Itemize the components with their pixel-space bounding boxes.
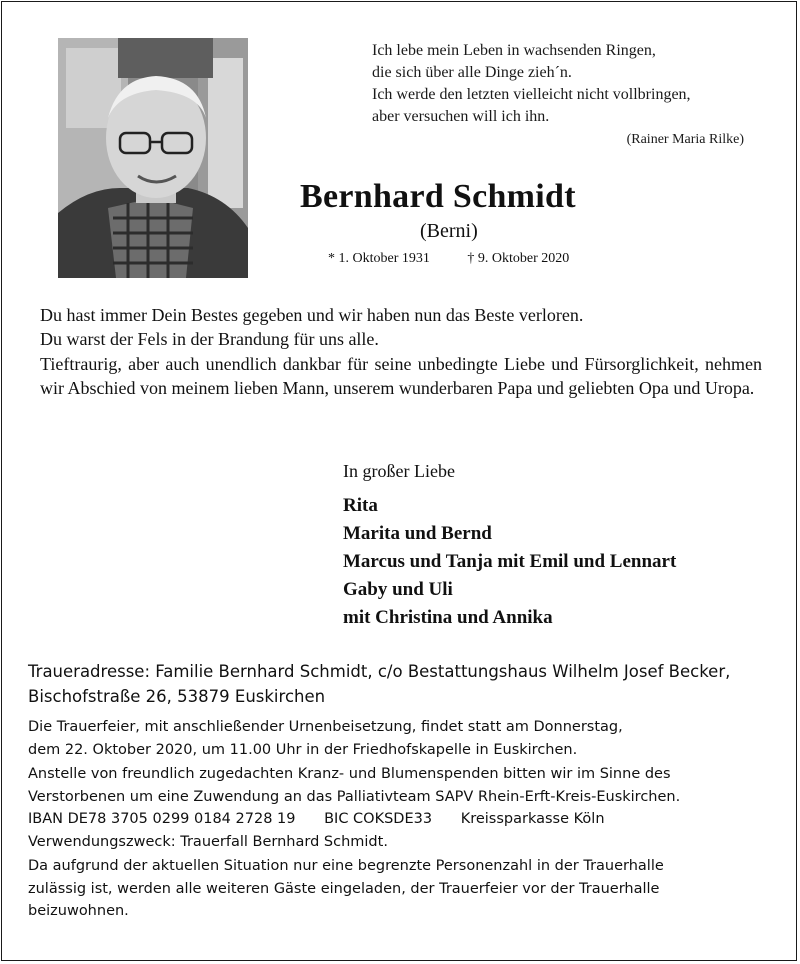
donation-line: Anstelle von freundlich zugedachten Kranz- und Blumenspenden bitten wir im Sinne des [28, 766, 671, 782]
family-member: Marcus und Tanja mit Emil und Lennart [343, 551, 677, 572]
ceremony-line: dem 22. Oktober 2020, um 11.00 Uhr in der Friedhofskapelle in Euskirchen. [28, 741, 578, 758]
death-date: † 9. Oktober 2020 [467, 251, 570, 266]
address-line: Traueradresse: Familie Bernhard Schmidt, c/o Bestattungshaus Wilhelm Josef Becker, [28, 662, 731, 681]
poem-line: Ich lebe mein Leben in wachsenden Ringen, [372, 42, 656, 59]
payment-purpose: Verwendungszweck: Trauerfall Bernhard Schmidt. [28, 833, 388, 850]
family-member: Marita und Bernd [343, 523, 492, 544]
birth-date: * 1. Oktober 1931 [328, 251, 430, 266]
family-member: mit Christina und Annika [343, 607, 553, 628]
message-intro [40, 303, 762, 351]
message-line: Du warst der Fels in der Brandung für uns alle. [40, 329, 379, 349]
bank-details [28, 808, 788, 831]
family-list [343, 492, 676, 632]
poem-line: die sich über alle Dinge zieh´n. [372, 64, 572, 81]
ceremony-info [28, 716, 788, 761]
deceased-nickname: (Berni) [420, 220, 478, 242]
attendance-notice [28, 855, 788, 923]
ceremony-line: Die Trauerfeier, mit anschließender Urnenbeisetzung, findet statt am Donnerstag, [28, 719, 623, 735]
family-member: Rita [343, 495, 378, 516]
notice-line: Da aufgrund der aktuellen Situation nur eine begrenzte Personenzahl in der Trauerhalle [28, 858, 664, 874]
mourning-address [28, 659, 788, 709]
poem-line: Ich werde den letzten vielleicht nicht vollbringen, [372, 86, 691, 103]
portrait-image [58, 38, 248, 278]
bic: BIC COKSDE33 [324, 811, 433, 827]
donation-line: Verstorbenen um eine Zuwendung an das Palliativteam SAPV Rhein-Erft-Kreis-Euskirchen. [28, 788, 681, 805]
poem-line: aber versuchen will ich ihn. [372, 108, 550, 125]
signoff: In großer Liebe [343, 461, 455, 481]
poem-author: (Rainer Maria Rilke) [626, 132, 744, 147]
notice-line: zulässig ist, werden alle weiteren Gäste eingeladen, der Trauerfeier vor der Trauerhalle [28, 880, 660, 897]
message-paragraph: Tieftraurig, aber auch unendlich dankbar für seine unbedingte Liebe und Fürsorglichkeit, nehmen wir Abschied von meinem lieben Mann, unserem wunderbaren Papa und geliebten Opa und Uropa. [40, 354, 762, 398]
funeral-details [28, 716, 788, 925]
deceased-name: Bernhard Schmidt [300, 178, 576, 215]
life-dates [328, 251, 603, 267]
donation-info [28, 763, 788, 853]
bank-name: Kreissparkasse Köln [460, 811, 605, 827]
address-line: Bischofstraße 26, 53879 Euskirchen [28, 687, 326, 706]
poem [372, 40, 772, 151]
notice-line: beizuwohnen. [28, 903, 129, 919]
portrait-photo [58, 38, 248, 278]
family-member: Gaby und Uli [343, 579, 453, 600]
iban: IBAN DE78 3705 0299 0184 2728 19 [28, 811, 296, 827]
message-line: Du hast immer Dein Bestes gegeben und wir haben nun das Beste verloren. [40, 305, 584, 325]
